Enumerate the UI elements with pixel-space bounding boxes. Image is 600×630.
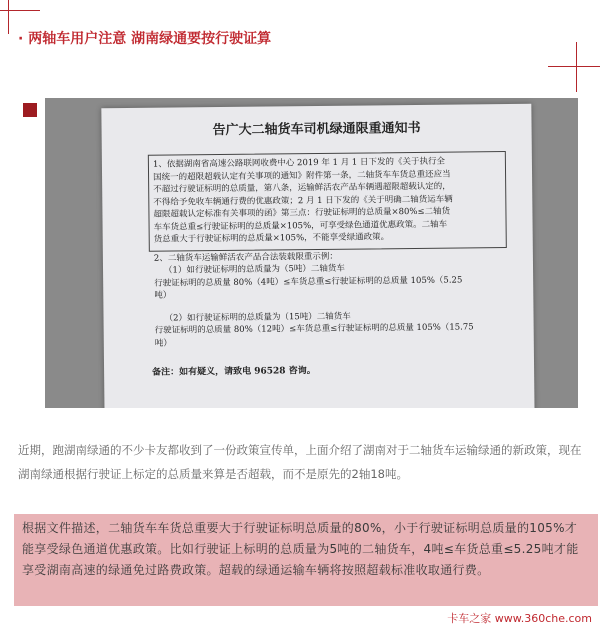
notice-line: 吨） xyxy=(154,338,172,349)
notice-paper xyxy=(101,104,534,408)
top-left-vertical-line xyxy=(8,0,9,34)
watermark: 卡车之家 www.360che.com xyxy=(447,612,592,625)
top-right-horizontal-line xyxy=(548,66,600,67)
highlight-paragraph: 根据文件描述，二轴货车车货总重要大于行驶证标明总质量的80%，小于行驶证标明总质量的105%才能享受绿色通道优惠政策。比如行驶证上标明的总质量为5吨的二轴货车，4吨≤车货总重≤5.25吨才能享受湖南高速的绿通免过路费政策。超载的绿通运输车辆将按照超载标准收取通行费。 xyxy=(22,521,579,577)
notice-line: 行驶证标明的总质量 80%（12吨）≤车货总重≤行驶证标明的总质量 105%（15.75 xyxy=(154,322,474,336)
notice-contact: 备注：如有疑义，请致电 96528 咨询。 xyxy=(152,366,316,378)
notice-line: 超限超载认定标准有关事项的函》第三点：行驶证标明的总质量×80%≤二轴货 xyxy=(153,206,451,220)
red-square-icon xyxy=(23,103,37,117)
notice-line: 吨） xyxy=(154,290,172,301)
top-right-vertical-line xyxy=(576,42,577,92)
notice-line: 国统一的超限超载认定有关事项的通知》附件第一条，二轴货车车货总重还应当 xyxy=(153,169,451,183)
notice-line: 1、依据湖南省高速公路联网收费中心 2019 年 1 月 1 日下发的《关于执行全 xyxy=(152,156,446,170)
intro-paragraph: 近期，跑湖南绿通的不少卡友都收到了一份政策宣传单，上面介绍了湖南对于二轴货车运输绿通的新政策，现在湖南绿通根据行驶证上标定的总质量来算是否超载，而不是原先的2轴18吨。 xyxy=(18,443,582,481)
notice-line: 2、二轴货车运输鲜活农产品合法装载限重示例： xyxy=(153,251,338,264)
notice-line: 货总重大于行驶证标明的总质量×105%，不能享受绿通政策。 xyxy=(153,232,390,245)
notice-body xyxy=(150,152,502,379)
top-left-horizontal-line xyxy=(0,10,40,11)
notice-box-1 xyxy=(148,151,507,251)
notice-line: （2）如行驶证标明的总质量为（15吨）二轴货车 xyxy=(164,311,351,324)
notice-line: 不超过行驶证标明的总质量，第八条，运输鲜活农产品车辆遇超限超载认定的， xyxy=(153,181,451,195)
notice-line: （1）如行驶证标明的总质量为（5吨）二轴货车 xyxy=(163,263,345,276)
notice-line: 行驶证标明的总质量 80%（4吨）≤车货总重≤行驶证标明的总质量 105%（5.25 xyxy=(154,274,463,289)
highlight-box xyxy=(14,514,598,606)
notice-line: 不得给予免收车辆通行费的优惠政策；2 月 1 日下发的《关于明确二轴货运车辆 xyxy=(153,194,453,208)
notice-photo xyxy=(45,98,578,408)
notice-line: 车车货总重≤行驶证标明的总质量×105%，可享受绿色通道优惠政策。二轴车 xyxy=(153,219,448,233)
notice-title: 告广大二轴货车司机绿通限重通知书 xyxy=(212,120,421,139)
article-title: · 两轴车用户注意 湖南绿通要按行驶证算 xyxy=(18,31,272,47)
